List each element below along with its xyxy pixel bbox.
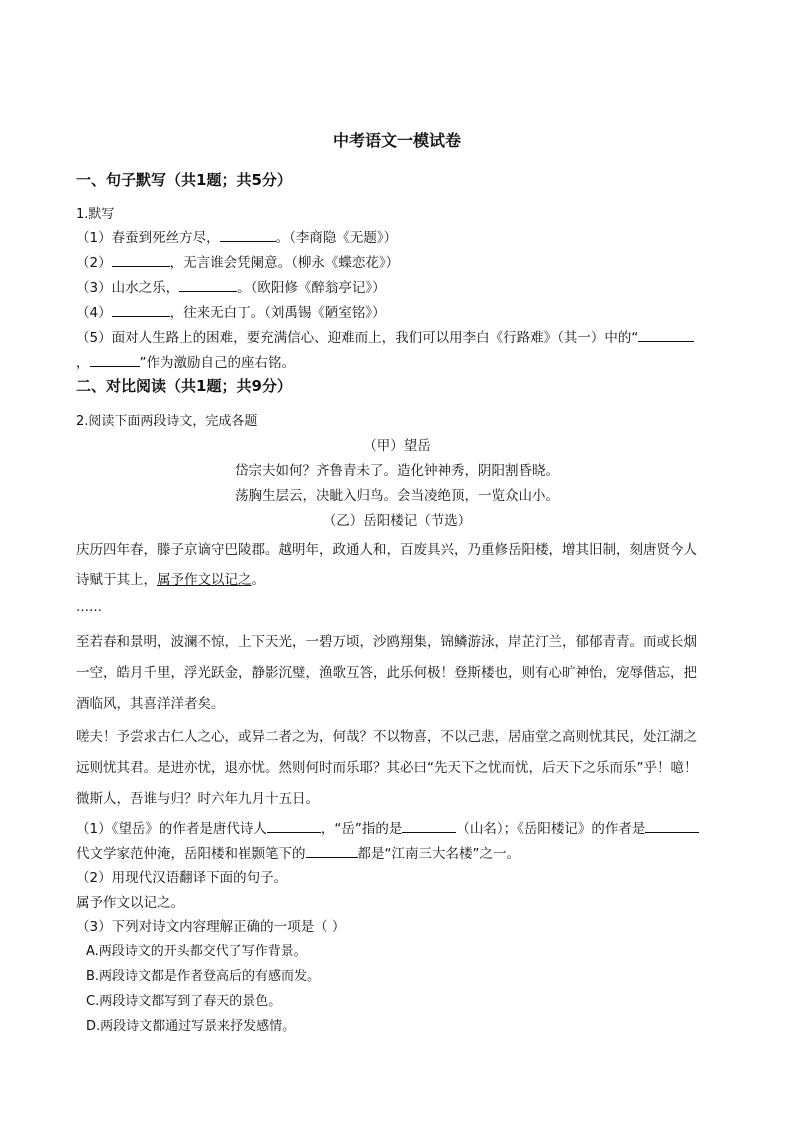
sub-question-text: （1）《望岳》的作者是唐代诗人: [76, 821, 267, 837]
q1-item-3-text-b: 。（欧阳修《醉翁亭记》）: [237, 280, 386, 296]
sub-question-text: 代文学家范仲淹，岳阳楼和崔颢笔下的: [76, 846, 306, 862]
option-b: B.两段诗文都是作者登高后的有感而发。: [86, 969, 321, 984]
q1-item-5-line-2: [76, 351, 295, 371]
prose-paragraph-3-line-1: 嗟夫！予尝求古仁人之心，或异二者之为，何哉？不以物喜，不以己悲，居庙堂之高则忧其民，处江湖之: [76, 729, 697, 745]
q1-item-5-line-1: [76, 326, 694, 346]
option-d: D.两段诗文都通过写景来抒发感情。: [86, 1019, 296, 1034]
sub-question-2-sentence: 属予作文以记之。: [76, 895, 184, 911]
sub-question-3: （3）下列对诗文内容理解正确的一项是（ ）: [76, 919, 346, 935]
prose-paragraph-1-line-2: [76, 568, 265, 588]
sub-question-text: 都是“江南三大名楼”之一。: [357, 846, 520, 862]
prose-title: （乙）岳阳楼记（节选）: [322, 513, 472, 529]
underlined-sentence: 属予作文以记之: [157, 572, 252, 588]
q1-item-4-text-a: （4）: [76, 305, 112, 321]
poem-title: （甲）望岳: [363, 438, 431, 454]
poem-line-1: 岱宗夫如何？齐鲁青未了。造化钟神秀，阴阳割昏晓。: [235, 463, 559, 479]
prose-paragraph-2-line-3: 酒临风，其喜洋洋者矣。: [76, 696, 225, 712]
option-c: C.两段诗文都写到了春天的景色。: [86, 994, 282, 1009]
answer-blank: [267, 820, 321, 833]
answer-blank: [638, 329, 694, 342]
prose-paragraph-3-line-3: 微斯人，吾谁与归？时六年九月十五日。: [76, 791, 319, 807]
q1-item-1-text-a: （1）春蚕到死丝方尽，: [76, 230, 220, 246]
answer-blank: [90, 354, 140, 367]
q1-item-3: [76, 276, 386, 296]
poem-line-2: 荡胸生层云，决眦入归鸟。会当凌绝顶，一览众山小。: [235, 488, 559, 504]
question-2-label: 2.阅读下面两段诗文，完成各题: [76, 414, 258, 429]
section-2-heading: 二、对比阅读（共1题；共9分）: [76, 377, 292, 395]
q1-item-4-text-b: ，往来无白丁。（刘禹锡《陋室铭》）: [169, 305, 386, 321]
q1-item-1: [76, 226, 397, 246]
prose-paragraph-2-line-1: 至若春和景明，波澜不惊，上下天光，一碧万顷，沙鸥翔集，锦鳞游泳，岸芷汀兰，郁郁青青。而或长烟: [76, 634, 697, 650]
sub-question-text: （山名）；《岳阳楼记》的作者是: [456, 821, 646, 837]
prose-paragraph-3-line-2: 远则忧其君。是进亦忧，退亦忧。然则何时而乐耶？其必曰“先天下之忧而忧，后天下之乐而乐”乎！噫！: [76, 760, 698, 776]
page-title: 中考语文一模试卷: [332, 131, 461, 150]
answer-blank: [179, 279, 237, 292]
sub-question-2: （2）用现代汉语翻译下面的句子。: [76, 870, 288, 886]
prose-text: 诗赋于其上，: [76, 572, 157, 588]
question-1-label: 1.默写: [76, 207, 115, 222]
answer-blank: [112, 254, 170, 267]
q1-item-3-text-a: （3）山水之乐，: [76, 280, 180, 296]
option-a: A.两段诗文的开头都交代了写作背景。: [86, 944, 307, 959]
ellipsis: ……: [76, 600, 102, 615]
q1-item-4: [76, 301, 386, 321]
prose-paragraph-1-line-1: 庆历四年春，滕子京谪守巴陵郡。越明年，政通人和，百废具兴，乃重修岳阳楼，增其旧制，刻唐贤今人: [76, 542, 697, 558]
q1-item-5-comma: ，: [76, 355, 90, 371]
sub-question-1-line-1: [76, 817, 699, 837]
section-1-heading: 一、句子默写（共1题；共5分）: [76, 171, 292, 189]
q1-item-2-text-a: （2）: [76, 255, 112, 271]
sub-question-1-line-2: [76, 842, 520, 862]
answer-blank: [402, 820, 456, 833]
sub-question-text: ，“岳”指的是: [320, 821, 403, 837]
answer-blank: [645, 820, 699, 833]
prose-paragraph-2-line-2: 一空，皓月千里，浮光跃金，静影沉璧，渔歌互答，此乐何极！登斯楼也，则有心旷神怡，宠辱偕忘，把: [76, 665, 697, 681]
q1-item-2-text-b: ，无言谁会凭阑意。（柳永《蝶恋花》）: [169, 255, 400, 271]
q1-item-5-text-b: ”作为激励自己的座右铭。: [139, 355, 295, 371]
q1-item-2: [76, 251, 399, 271]
answer-blank: [306, 845, 358, 858]
prose-text: 。: [251, 572, 265, 588]
answer-blank: [112, 304, 170, 317]
q1-item-1-text-b: 。（李商隐《无题》）: [275, 230, 398, 246]
q1-item-5-text: （5）面对人生路上的困难，要充满信心、迎难而上，我们可以用李白《行路难》（其一）中的“: [76, 330, 639, 346]
answer-blank: [220, 229, 276, 242]
